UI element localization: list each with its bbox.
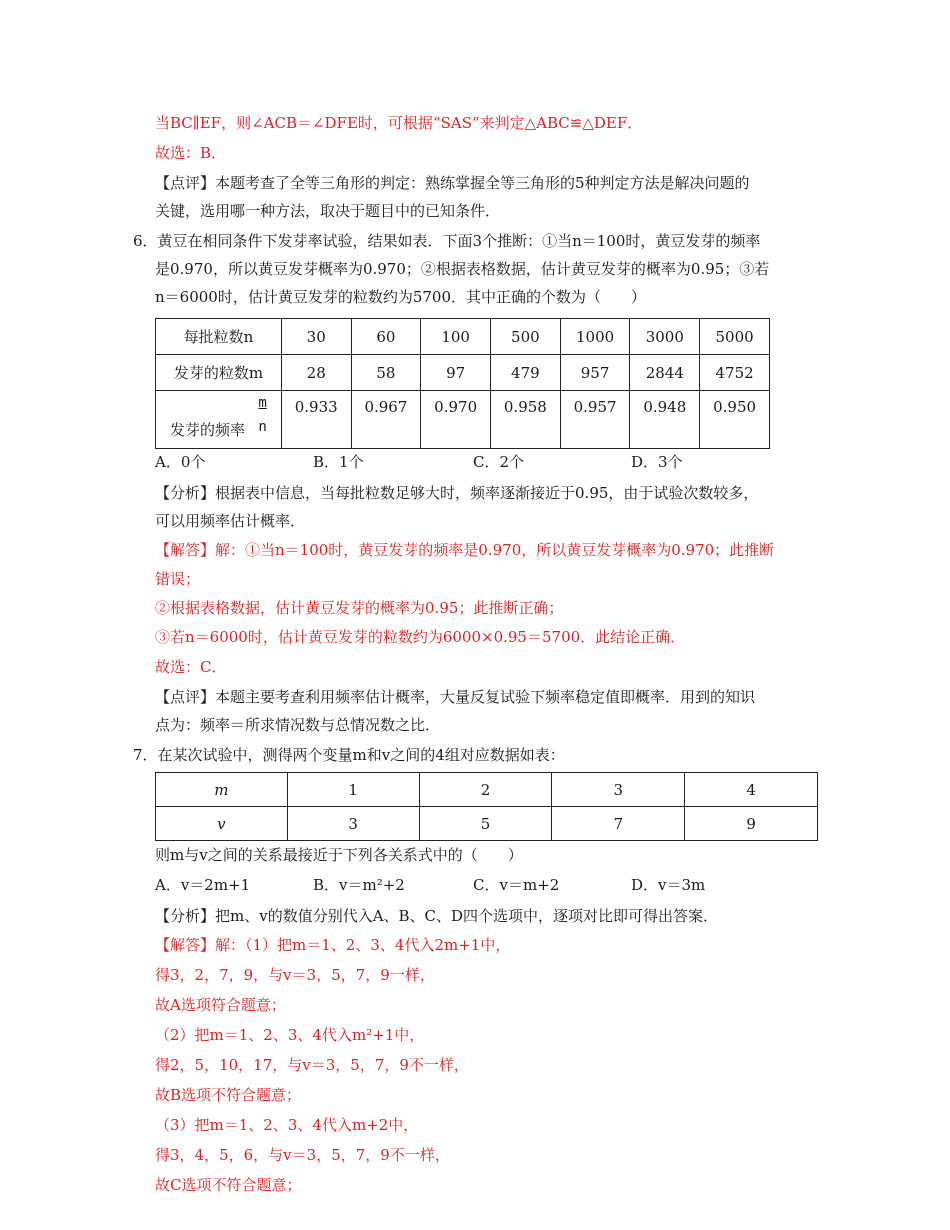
- q5-solution-line: 当BC∥EF，则∠ACB＝∠DFE时，可根据“SAS”来判定△ABC≌△DEF．: [155, 114, 643, 132]
- table-cell: 1: [287, 773, 419, 807]
- q5-answer: 故选：B．: [155, 144, 227, 162]
- q7-option-d: D．v＝3m: [631, 876, 706, 894]
- table-cell: 5: [419, 807, 552, 841]
- q5-comment-line-1: 【点评】本题考查了全等三角形的判定：熟练掌握全等三角形的5种判定方法是解决问题的: [155, 174, 750, 192]
- q6-analysis-line-1: 【分析】根据表中信息，当每批粒数足够大时，频率逐渐接近于0.95，由于试验次数较多，: [155, 484, 759, 502]
- fraction-denominator: n: [258, 419, 267, 435]
- q6-stem-line-2: 是0.970，所以黄豆发芽概率为0.970；②根据表格数据，估计黄豆发芽的概率为0.95；③若: [155, 260, 770, 278]
- table-cell: 60: [351, 319, 421, 355]
- table-cell: 0.948: [630, 391, 700, 449]
- table-cell: 2: [419, 773, 552, 807]
- q6-comment-line-1: 【点评】本题主要考查利用频率估计概率，大量反复试验下频率稳定值即概率．用到的知识: [155, 688, 756, 706]
- q6-data-table: [155, 318, 770, 449]
- table-cell: 100: [421, 319, 491, 355]
- q7-solution-line-4: （2）把m＝1、2、3、4代入m²+1中，: [155, 1026, 425, 1044]
- q6-stem-line-1: 6．黄豆在相同条件下发芽率试验，结果如表．下面3个推断：①当n＝100时，黄豆发芽的频率: [133, 232, 761, 250]
- q6-solution-line-2: 错误；: [155, 570, 201, 588]
- row-header-m: m: [156, 773, 288, 807]
- q6-analysis-line-2: 可以用频率估计概率．: [155, 512, 306, 530]
- q6-option-d: D．3个: [631, 453, 683, 471]
- table-row: [156, 807, 818, 841]
- table-cell: 3000: [630, 319, 700, 355]
- table-row: [156, 773, 818, 807]
- q7-option-c: C．v＝m+2: [473, 876, 560, 894]
- table-cell: 0.970: [421, 391, 491, 449]
- q6-option-c: C．2个: [473, 453, 525, 471]
- table-row: [156, 355, 770, 391]
- q7-stem: 7．在某次试验中，测得两个变量m和v之间的4组对应数据如表：: [133, 746, 565, 764]
- q6-option-a: A．0个: [155, 453, 206, 471]
- table-cell: 1000: [560, 319, 630, 355]
- table-cell: 0.933: [281, 391, 351, 449]
- q7-solution-line-8: 得3，4，5，6，与v＝3，5，7，9不一样，: [155, 1146, 450, 1164]
- table-cell: 500: [491, 319, 561, 355]
- table-cell: 2844: [630, 355, 700, 391]
- row-header-batch: 每批粒数n: [156, 319, 282, 355]
- frequency-label: 发芽的频率: [170, 421, 246, 439]
- q5-comment-line-2: 关键，选用哪一种方法，取决于题目中的已知条件．: [155, 202, 501, 220]
- table-cell: 97: [421, 355, 491, 391]
- q7-solution-line-6: 故B选项不符合题意；: [155, 1086, 302, 1104]
- q7-solution-line-1: 【解答】解：（1）把m＝1、2、3、4代入2m+1中，: [155, 936, 511, 954]
- row-header-v: v: [156, 807, 288, 841]
- q7-solution-line-2: 得3，2，7，9，与v＝3，5，7，9一样，: [155, 966, 435, 984]
- fraction-numerator: m: [258, 395, 267, 411]
- table-cell: 4752: [700, 355, 770, 391]
- q6-answer: 故选：C．: [155, 658, 227, 676]
- table-cell: 5000: [700, 319, 770, 355]
- table-cell: 0.967: [351, 391, 421, 449]
- table-cell: 30: [281, 319, 351, 355]
- q7-data-table: [155, 772, 818, 841]
- q6-stem-line-3: n＝6000时，估计黄豆发芽的粒数约为5700．其中正确的个数为（ ）: [155, 288, 647, 306]
- q6-option-b: B．1个: [313, 453, 364, 471]
- row-header-frequency: [156, 391, 282, 449]
- q6-comment-line-2: 点为：频率＝所求情况数与总情况数之比．: [155, 716, 441, 734]
- q6-solution-line-3: ②根据表格数据，估计黄豆发芽的概率为0.95；此推断正确；: [155, 599, 564, 617]
- q7-solution-line-3: 故A选项符合题意；: [155, 996, 286, 1014]
- q7-solution-line-9: 故C选项不符合题意；: [155, 1176, 302, 1194]
- table-cell: 9: [685, 807, 818, 841]
- table-cell: 0.950: [700, 391, 770, 449]
- q7-option-a: A．v＝2m+1: [155, 876, 251, 894]
- table-cell: 0.958: [491, 391, 561, 449]
- q7-question: 则m与v之间的关系最接近于下列各关系式中的（ ）: [155, 846, 523, 864]
- row-header-germinated: 发芽的粒数m: [156, 355, 282, 391]
- table-cell: 58: [351, 355, 421, 391]
- table-cell: 3: [552, 773, 685, 807]
- q7-analysis: 【分析】把m、v的数值分别代入A、B、C、D四个选项中，逐项对比即可得出答案．: [155, 907, 719, 925]
- q6-solution-line-4: ③若n＝6000时，估计黄豆发芽的粒数约为6000×0.95＝5700．此结论正确．: [155, 628, 686, 646]
- table-cell: 3: [287, 807, 419, 841]
- q7-solution-line-5: 得2，5，10，17，与v＝3，5，7，9不一样，: [155, 1056, 469, 1074]
- table-cell: 4: [685, 773, 818, 807]
- table-cell: 957: [560, 355, 630, 391]
- table-cell: 28: [281, 355, 351, 391]
- table-row: [156, 319, 770, 355]
- q6-solution-line-1: 【解答】解：①当n＝100时，黄豆发芽的频率是0.970，所以黄豆发芽概率为0.970；此推断: [155, 541, 775, 559]
- table-row: [156, 391, 770, 449]
- table-cell: 7: [552, 807, 685, 841]
- table-cell: 479: [491, 355, 561, 391]
- q7-solution-line-7: （3）把m＝1、2、3、4代入m+2中，: [155, 1116, 419, 1134]
- q7-option-b: B．v＝m²+2: [313, 876, 405, 894]
- table-cell: 0.957: [560, 391, 630, 449]
